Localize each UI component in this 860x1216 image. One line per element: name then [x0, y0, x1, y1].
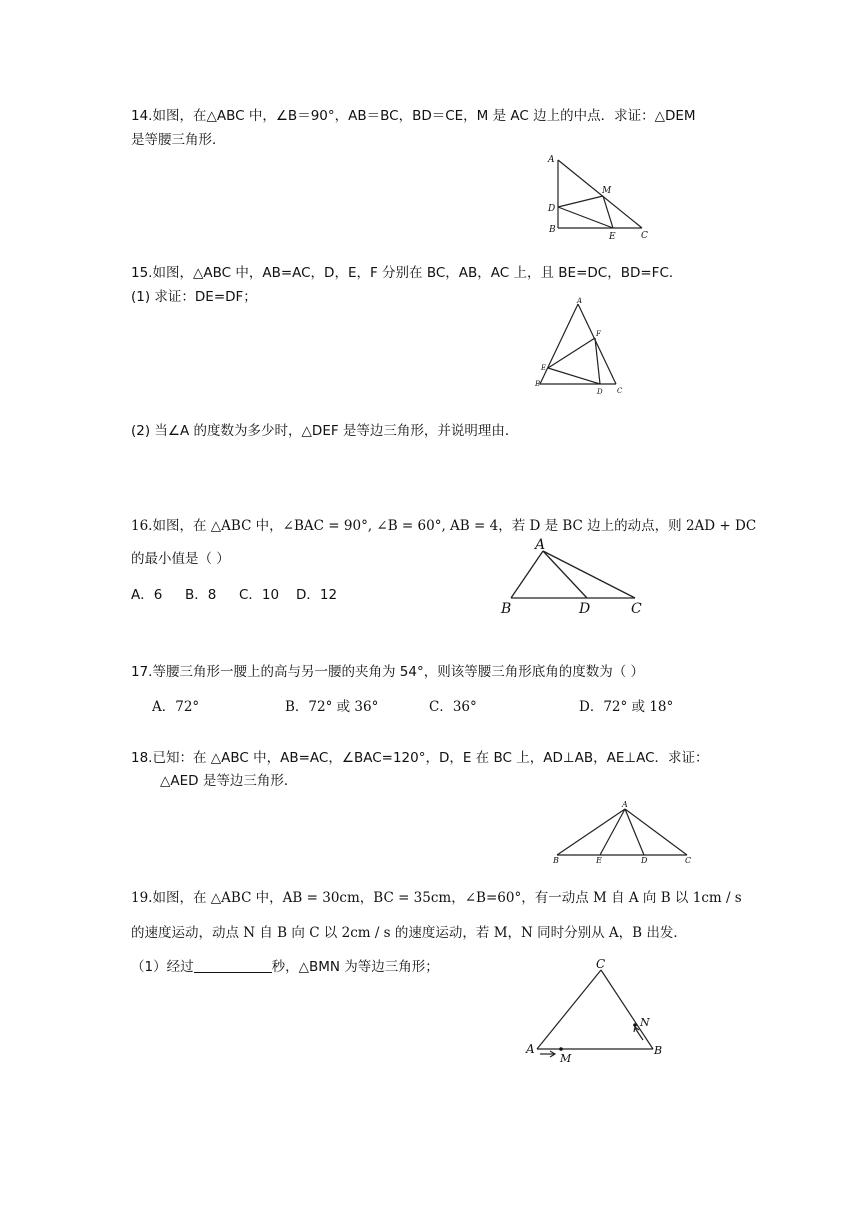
q15-label-d: D: [597, 388, 603, 396]
q15-part2: (2) 当∠A 的度数为多少时，△DEF 是等边三角形，并说明理由．: [131, 423, 519, 439]
q19-figure: [522, 955, 672, 1070]
q14-text-line2: 是等腰三角形．: [131, 132, 226, 148]
q15-label-b: B: [535, 380, 541, 388]
q17-choice-c[interactable]: C．36°: [429, 699, 477, 715]
q16-label-d: D: [579, 601, 591, 617]
q15-label-c: C: [617, 387, 623, 395]
q16-choice-c[interactable]: C．10: [239, 587, 280, 603]
q19-part1-prefix: （1）经过: [131, 959, 194, 975]
q14-label-e: E: [609, 232, 616, 242]
q17-choice-a[interactable]: A．72°: [152, 699, 200, 715]
q16-label-b: B: [501, 601, 512, 617]
q16-label-c: C: [631, 601, 642, 617]
q19-label-c: C: [596, 957, 606, 971]
q18-label-e: E: [596, 856, 602, 865]
q17-text-line1: 17.等腰三角形一腰上的高与另一腰的夹角为 54°，则该等腰三角形底角的度数为（ ）: [131, 664, 644, 680]
q16-text-line2: 的最小值是（ ）: [131, 551, 230, 567]
q17-choices: [152, 698, 673, 716]
q18-text-line1: 18.已知：在 △ABC 中，AB=AC，∠BAC=120°，D，E 在 BC 上，AD⊥AB，AE⊥AC．求证：: [131, 750, 709, 766]
q14-label-m: M: [602, 186, 612, 196]
q19-part1: [131, 958, 439, 976]
q18-text-line2: △AED 是等边三角形．: [160, 773, 298, 789]
q19-part1-suffix: 秒，△BMN 为等边三角形；: [271, 959, 439, 975]
q19-label-b: B: [654, 1044, 663, 1057]
q15-text-line1: 15.如图，△ABC 中，AB=AC，D，E，F 分别在 BC，AB，AC 上，且 BE=DC，BD=FC．: [131, 265, 683, 281]
q16-choice-a[interactable]: A．6: [131, 587, 163, 603]
q16-choices: [131, 586, 337, 604]
q15-label-a: A: [577, 297, 583, 305]
q17-choice-d[interactable]: D．72° 或 18°: [579, 699, 674, 715]
q19-label-n: N: [640, 1016, 650, 1029]
q17-choice-b[interactable]: B．72° 或 36°: [285, 699, 379, 715]
q19-text-line2: 的速度运动，动点 N 自 B 向 C 以 2cm / s 的速度运动，若 M，N 同时分别从 A，B 出发．: [131, 925, 687, 941]
q18-label-c: C: [685, 856, 692, 865]
q14-label-b: B: [549, 225, 556, 235]
q18-figure: [548, 800, 698, 868]
q18-label-b: B: [553, 856, 559, 865]
q15-part1: (1) 求证：DE=DF；: [131, 289, 257, 305]
q14-label-c: C: [641, 231, 648, 241]
q14-figure: [540, 152, 660, 244]
q18-label-a: A: [622, 800, 628, 809]
q16-figure: [495, 535, 655, 617]
q18-label-d: D: [641, 856, 648, 865]
q14-label-d: D: [548, 204, 556, 214]
q16-label-a: A: [535, 537, 546, 553]
q19-text-line1: 19.如图，在 △ABC 中，AB = 30cm，BC = 35cm，∠B=60°，有一动点 M 自 A 向 B 以 1cm / s: [131, 890, 742, 906]
q14-text-line1: 14.如图，在△ABC 中，∠B＝90°，AB＝BC，BD＝CE，M 是 AC 边上的中点．求证：△DEM: [131, 108, 696, 124]
q15-label-f: F: [596, 330, 601, 338]
q16-choice-d[interactable]: D．12: [296, 587, 338, 603]
q14-label-a: A: [548, 155, 555, 165]
q19-answer-blank[interactable]: [194, 958, 272, 973]
q16-choice-b[interactable]: B．8: [185, 587, 217, 603]
q16-text-line1: 16.如图，在 △ABC 中，∠BAC = 90°, ∠B = 60°, AB = 4，若 D 是 BC 边上的动点，则 2AD + DC: [131, 518, 757, 534]
q19-label-m: M: [560, 1052, 572, 1065]
q15-label-e: E: [541, 364, 547, 372]
q15-figure: [532, 298, 632, 398]
q19-label-a: A: [526, 1042, 535, 1056]
